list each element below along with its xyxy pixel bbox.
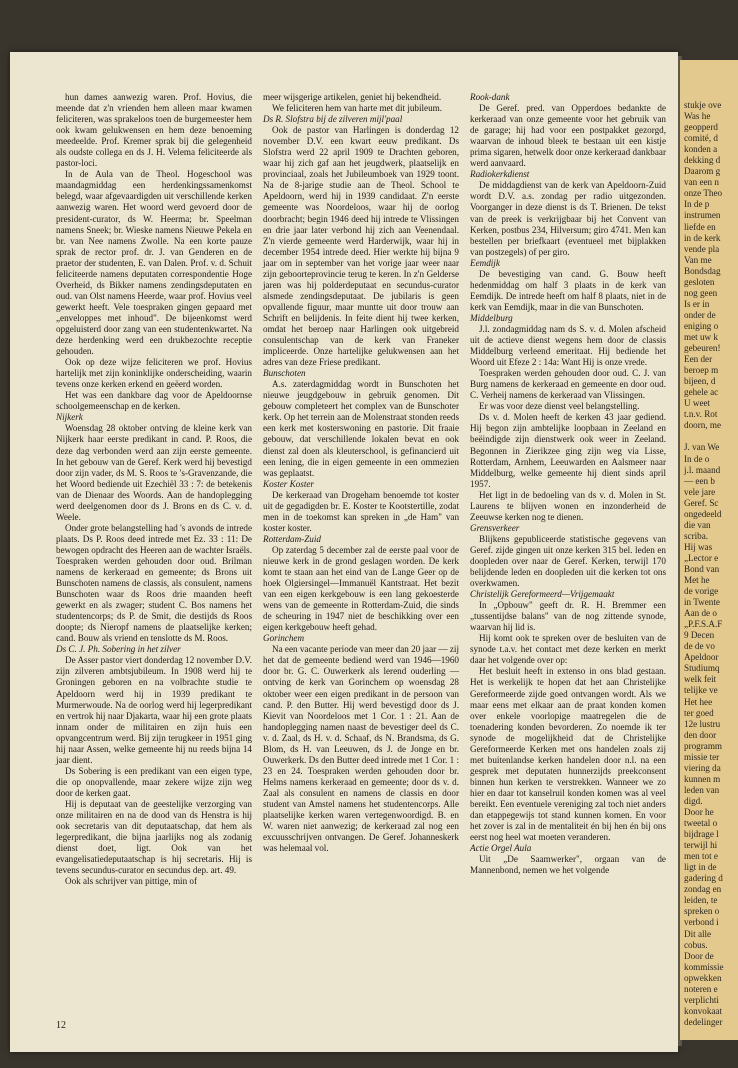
text-fragment: gadering d (684, 873, 723, 884)
paragraph: In „Opbouw" geeft dr. R. H. Bremmer een „tussentijdse balans" van de nog zittende synode, waarvan hij lid is. (470, 600, 666, 633)
text-fragment: Door he (684, 807, 714, 817)
text-fragment: comité, d (684, 133, 718, 144)
paragraph: hun dames aanwezig waren. Prof. Hovius, die meende dat z'n vrienden hem alleen maar kwamen feliciteren, was sprakeloos toen de burgemeester hem ook kwam gelukwensen en hem deze benoeming meedeelde. Prof. Kremer sprak bij die gelegenheid als oudste collega en ds J. H. Velema feliciteerde als pastor-loci. (56, 92, 252, 169)
text-fragment: leden van (684, 784, 720, 795)
text-fragment: ter goed (684, 707, 714, 718)
section-heading: Bunschoten (263, 368, 306, 379)
text-fragment: noteren e (684, 983, 718, 994)
text-fragment: Apeldoor (684, 652, 719, 663)
section-heading: Nijkerk (56, 412, 83, 423)
section-heading: Radiokerkdienst (470, 169, 530, 180)
text-fragment: spreken o (684, 906, 720, 917)
paragraph: Ds Sobering is een predikant van een eigen type, die op onopvallende, maar zekere wijze zijn weg door de kerken gaat. (56, 765, 252, 798)
text-fragment: Dit alle (684, 928, 712, 939)
text-fragment: de de vo (684, 641, 715, 652)
section-heading: Rook-dank (470, 92, 510, 102)
text-fragment: Een der (684, 354, 713, 365)
paragraph: A.s. zaterdagmiddag wordt in Bunschoten het nieuwe jeugdgebouw in gebruik genomen. Dit gebouw completeert het complex van de Bunschoter kerk. Op het terrein aan de Molenstraat stonden reeds een kerk met kosterswoning en pastorie. Dit fraaie gebouw, dat verschillende lokalen bevat en ook dienst zal doen als kleuterschool, is gefinancierd uit een lening, die in eigen gemeente in een ommezien was geplaatst. (263, 379, 459, 478)
text-fragment: opwekken (684, 972, 722, 983)
column-1 (56, 92, 252, 887)
section-heading: Ds C. J. Ph. Sobering in het zilver (56, 644, 181, 655)
paragraph: Het ligt in de bedoeling van ds v. d. Molen in St. Laurens te blijven wonen en inzonderheid de Zeeuwse kerken nog te dienen. (470, 489, 666, 522)
text-fragment: J. van We (684, 442, 720, 453)
paragraph: meer wijsgerige artikelen, geniet hij bekendheid. (263, 92, 442, 102)
text-fragment: Aan de o (684, 608, 717, 619)
text-fragment: Bondsdag (684, 265, 721, 276)
paragraph: Op zaterdag 5 december zal de eerste paal voor de nieuwe kerk in de grond geslagen worden. De kerk komt te staan aan het eind van de Lange Geer op de hoek Olgiersingel—Immanuël Kantstraat. Het bezit van een eigen kerkgebouw is een lang gekoesterde wens van de gemeente in Rotterdam-Zuid, die sinds de scheuring in 1947 niet de beschikking over een eigen kerkgebouw heeft gehad. (263, 544, 459, 633)
text-fragment: „P.F.S.A.F (684, 619, 723, 630)
paragraph: Het was een dankbare dag voor de Apeldoornse schoolgemeenschap en de kerken. (56, 390, 252, 412)
text-fragment: In de p (684, 199, 710, 210)
text-fragment: die van (684, 519, 711, 530)
text-fragment: bijeen, d (684, 376, 716, 387)
text-fragment: digd. (684, 795, 703, 806)
text-fragment: vele jare (684, 486, 716, 497)
paragraph: Het besluit heeft in extenso in ons blad gestaan. Het is werkelijk te hopen dat het aan Christelijke Gereformeerde zijde goed ontvangen wordt. Als we maar eens met elkaar aan de praat konden komen over enkele voorlopige maatregelen die de toenadering konden bevorderen. Zo noemde ik ter synode de mogelijkheid dat de Christelijke Gereformeerde Kerken met ons handelen zoals zij met buitenlandse kerken handelen door n.l. na een gesprek met deputaten hunnerzijds preekconsent binnen hun kerken te verstrekken. Wanneer we zo hier en daar tot kanselruil konden komen was al veel bereikt. Een eventuele vereniging zal toch niet anders dan etappegewijs tot stand kunnen komen. En voor het zover is zal in de mentaliteit én bij hen én bij ons eerst nog heel wat moeten veranderen. (470, 666, 666, 843)
text-fragment: viering da (684, 762, 721, 773)
text-fragment (684, 431, 738, 442)
text-fragment: telijke ve (684, 685, 718, 696)
text-fragment: liefde en (684, 221, 716, 232)
text-fragment: U weet (684, 398, 711, 409)
left-page (10, 52, 678, 1052)
text-fragment: onze Theo (684, 188, 723, 199)
paragraph: De bevestiging van cand. G. Bouw heeft hedenmiddag om half 3 plaats in de kerk van Eemdijk. De intrede heeft om half 8 plaats, niet in de kerk van Eemdijk, maar in die van Bunschoten. (470, 268, 666, 312)
text-fragment: kunnen m (684, 773, 721, 784)
text-fragment: leiden, te (684, 895, 718, 906)
paragraph: Ook op deze wijze feliciteren we prof. Hovius hartelijk met zijn koninklijke onderscheiding, waarin tevens onze kerken erkend en geëerd worden. (56, 357, 252, 390)
paragraph: Blijkens gepubliceerde statistische gegevens van Geref. zijde gingen uit onze kerken 315 bel. leden en doopleden over naar de Geref. Kerken, terwijl 170 belijdende leden en doopleden uit die kerken tot ons overkwamen. (470, 533, 666, 589)
text-fragment: geopperd (684, 122, 718, 133)
paragraph: Uit „De Saamwerker", orgaan van de Mannenbond, nemen we het volgende (470, 854, 666, 876)
text-fragment: ligt in de (684, 862, 717, 873)
text-fragment: tweetal o (684, 818, 718, 829)
text-fragment: scriba. (684, 530, 709, 541)
text-fragment: Met he (684, 575, 710, 586)
text-fragment: kommissie (684, 961, 724, 972)
right-page-column (684, 100, 738, 1028)
text-fragment: in de kerk (684, 232, 721, 243)
text-fragment: in Twente (684, 597, 720, 608)
paragraph: De kerkeraad van Drogeham benoemde tot koster uit de gegadigden br. E. Koster te Kootstertille, zodat men in de toekomst kan spreken in „de Ham" van koster koster. (263, 489, 459, 533)
text-fragment: Bond van (684, 563, 720, 574)
text-fragment: bijdrage l (684, 829, 719, 840)
paragraph: In de Aula van de Theol. Hogeschool was maandagmiddag een herdenkingssamenkomst belegd, waar afgevaardigden uit verschillende kerken aanwezig waren. Het woord werd gevoerd door de president-curator, ds W. Heerma; br. Speelman namens Sneek; br. Wieske namens Nieuwe Pekela en br. van Nee namens Zwolle. Na een korte pauze sprak de rector prof. dr. J. van Genderen en de praetor der studenten, E. van Dalen. Prof. v. d. Schuit feliciteerde namens deputaten correspondentie Hoge Overheid, ds Bikker namens zendingsdeputaten en oud. van Olst namens Heerde, waar prof. Hovius veel gewerkt heeft. Vele toespraken gingen gepaard met „enveloppes met inhoud". De bijeenkomst werd opgeluisterd door zang van een studentenkwartet. Na deze herdenking werd een drukbezochte receptie gehouden. (56, 169, 252, 357)
text-fragment: j.l. maand (684, 464, 721, 475)
text-fragment: Hij was (684, 541, 713, 552)
page-number: 12 (56, 1020, 66, 1031)
text-fragment: „Lector e (684, 552, 719, 563)
text-fragment: programm (684, 740, 723, 751)
text-fragment: Van me (684, 254, 712, 265)
section-heading: Eemdijk (470, 257, 500, 268)
paragraph: We feliciteren hem van harte met dit jubileum. (272, 103, 443, 114)
text-fragment: instrumen (684, 210, 721, 221)
text-fragment: nog geen (684, 287, 718, 298)
text-fragment: ongedeeld (684, 508, 722, 519)
text-fragment: verbond i (684, 917, 719, 928)
text-fragment: cobus. (684, 939, 708, 950)
paragraph: Hij is deputaat van de geestelijke verzorging van onze militairen en na de dood van ds Henstra is hij ook secretaris van dit deputaatschap, dat hem als legerpredikant, die bijna jaarlijks nog als zodanig dienst doet, ligt. Ook van het evangelisatiedeputaatschap is hij secretaris. Hij is tevens secundus-curator en secundus dep. art. 49. (56, 799, 252, 876)
text-fragment: 12e lustru (684, 718, 721, 729)
text-fragment: konden a (684, 144, 718, 155)
text-fragment: terwijl hi (684, 840, 718, 851)
text-fragment: zondag en (684, 884, 722, 895)
text-fragment: — een b (684, 475, 715, 486)
section-heading: Actie Orgel Aula (470, 843, 532, 854)
text-fragment: Geref. Sc (684, 497, 719, 508)
text-fragment: eniging o (684, 320, 719, 331)
text-fragment: verplichti (684, 994, 719, 1005)
paragraph: J.l. zondagmiddag nam ds S. v. d. Molen afscheid uit de actieve dienst wegens hem door de classis Middelburg verleend emeritaat. Hij bediende het Woord uit Efeze 2 : 14a: Want Hij is onze vrede. (470, 323, 666, 368)
text-fragment: beroep m (684, 365, 719, 376)
text-fragment: de vorige (684, 586, 719, 597)
text-fragment: onder de (684, 309, 716, 320)
text-fragment: In de o (684, 453, 710, 464)
paragraph: De Geref. pred. van Opperdoes bedankte de kerkeraad van onze gemeente voor het gebruik van de garage; hij had voor een postpakket gezorgd, waarvan de inhoud bleek te bestaan uit een kistje prima sigaren, hetwelk door onze kerkeraad dankbaar werd aanvaard. (470, 103, 666, 169)
paragraph: De Asser pastor viert donderdag 12 november D.V. zijn zilveren ambtsjubileum. In 1908 werd hij te Groningen geboren en na volbrachte studie te Apeldoorn werd hij in 1939 predikant te Murmerwoude. Na de oorlog werd hij legerpredikant en vertrok hij naar Djakarta, waar hij een grote plaats innam onder de militairen en zijn huis een opvangcentrum werd. Bij zijn terugkeer in 1951 ging hij naar Assen, welke gemeente hij nu reeds bijna 14 jaar dient. (56, 655, 252, 765)
paragraph: Ds v. d. Molen heeft de kerken 43 jaar gediend. Hij begon zijn ambtelijke loopbaan in Zeeland en beëindigde zijn dienstwerk ook weer in Zeeland. Begonnen in Zierikzee ging zijn weg via Lisse, Rotterdam, Arnhem, Leeuwarden en Aalsmeer naar Middelburg, welke gemeente hij dient sinds april 1957. (470, 412, 666, 489)
section-heading: Ds R. Slofstra bij de zilveren mijl'paal (263, 114, 403, 125)
column-2 (263, 92, 459, 854)
column-3 (470, 92, 666, 876)
section-heading: Middelburg (470, 312, 513, 323)
text-fragment: konvokaat (684, 1005, 723, 1016)
text-fragment: gebeuren! (684, 343, 721, 354)
section-heading: Koster Koster (263, 478, 314, 489)
text-fragment: vende pla (684, 243, 720, 254)
text-fragment: Studiumq (684, 663, 720, 674)
paragraph: Er was voor deze dienst veel belangstelling. (479, 401, 640, 412)
text-fragment: Daarom g (684, 166, 721, 177)
section-heading: Rotterdam-Zuid (263, 533, 321, 544)
section-heading: Christelijk Gereformeerd—Vrijgemaakt (470, 589, 615, 600)
right-page (680, 60, 738, 1040)
paragraph: Ook de pastor van Harlingen is donderdag 12 november D.V. een kwart eeuw predikant. Ds Slofstra werd 22 april 1909 te Drachten geboren, waar hij zich gaf aan het jeugdwerk, plaatselijk en provinciaal, zoals het Jubileumboek van 1929 toont. Na de 8-jarige studie aan de Theol. School te Apeldoorn, werd hij in 1939 candidaat. Z'n eerste gemeente was Noordeloos, waar hij de oorlog doorbracht; begin 1946 deed hij intrede te Vlissingen en drie jaar later verbond hij zich aan Veenendaal. Z'n vierde gemeente werd Harderwijk, waar hij in december 1954 intrede deed. Hier werkte hij bijna 9 jaar om in september van het vorige jaar weer naar zijn geboorteprovincie terug te keren. In z'n Gelderse jaren was hij polderdeputaat en secundus-curator alsmede zendingsdeputaat. De jubilaris is geen opvallende figuur, maar muntte uit door trouw aan Schrift en belijdenis. In feite dient hij twee kerken, omdat het beroep naar Harlingen ook uitgebreid consulentschap van de kerk van Franeker impliceerde. Onze hartelijke gelukwensen aan het adres van deze Friese predikant. (263, 125, 459, 368)
text-fragment: 9 Decen (684, 630, 715, 641)
section-heading: Grensverkeer (470, 522, 520, 533)
paragraph: Woensdag 28 oktober ontving de kleine kerk van Nijkerk haar eerste predikant in cand. P. Roos, die deze dag verbonden werd aan zijn eerste gemeente. In het gebouw van de Geref. Kerk werd hij bevestigd door zijn vader, ds M. S. Roos te 's-Gravenzande, die het Woord bediende uit Ezechiël 33 : 7: de betekenis van de Dienaar des Woords. Aan de handoplegging werd deelgenomen door ds J. Brons en ds C. v. d. Weele. (56, 423, 252, 522)
paragraph: Hij komt ook te spreken over de besluiten van de synode t.a.v. het contact met deze kerken en merkt daar het volgende over op: (470, 633, 666, 666)
text-fragment: met uw k (684, 331, 718, 342)
text-fragment: men tot e (684, 851, 718, 862)
paragraph: Onder grote belangstelling had 's avonds de intrede plaats. Ds P. Roos deed intrede met Ez. 33 : 11: De bewogen opdracht des Heeren aan de wachter Israëls. Toespraken werden gehouden door oud. Brilman namens de kerkeraad en gemeente; ds Brons uit Bunschoten namens de classis, als consulent, namens Bunschoten waar ds Roos drie maanden heeft gewerkt en als zwager; student C. Bos namens het studentencorps; ds P. de Smit, die destijds ds Roos doopte; ds Nieropf namens de plaatselijke kerken; cand. Bouw als vriend en tenslotte ds M. Roos. (56, 522, 252, 644)
text-fragment: Was he (684, 111, 711, 122)
text-fragment: Het hee (684, 696, 713, 707)
text-fragment: den door (684, 729, 717, 740)
text-fragment: gehele ac (684, 387, 719, 398)
text-fragment: doorn, me (684, 420, 721, 431)
paragraph: Ook als schrijver van pittige, min of (65, 876, 198, 887)
text-fragment: t.n.v. Rot (684, 409, 718, 420)
text-fragment: Door de (684, 950, 714, 961)
text-fragment: dedelinger (684, 1016, 723, 1027)
text-fragment: welk feit (684, 674, 717, 685)
section-heading: Gorinchem (263, 633, 305, 644)
paragraph: Toespraken werden gehouden door oud. C. J. van Burg namens de kerkeraad en gemeente en door oud. C. Verheij namens de kerkeraad van Vlissingen. (470, 368, 666, 401)
text-fragment: gesloten (684, 276, 715, 287)
paragraph: Na een vacante periode van meer dan 20 jaar — zij het dat de gemeente bediend werd van 1946—1960 door br. G. C. Ouwerkerk als lerend ouderling — ontving de kerk van Gorinchem op woensdag 28 oktober weer een eigen predikant in de persoon van cand. P. den Butter. Hij werd bevestigd door ds J. Kievit van Noordeloos met 1 Cor. 1 : 21. Aan de handoplegging namen naast de bevestiger deel ds C. v. d. Zaal, ds H. v. d. Schaaf, ds N. Brandsma, ds G. Blom, ds H. van Leeuwen, ds J. de Jonge en br. Ouwerkerk. Ds den Butter deed intrede met 1 Cor. 1 : 23 en 24. Toespraken werden gehouden door br. Helms namens kerkeraad en gemeente; door ds v. d. Zaal als consulent en namens de classis en door student van Amstel namens het studentencorps. Alle plaatselijke kerken waren vertegenwoordigd. B. en W. waren niet aanwezig; de kerkeraad zal nog een excuusschrijven ontvangen. De Geref. Johanneskerk was helemaal vol. (263, 644, 459, 854)
text-fragment: Is er in (684, 298, 710, 309)
text-fragment: stukje ove (684, 100, 722, 110)
text-fragment: missie ter (684, 751, 720, 762)
text-fragment: dekking d (684, 155, 721, 166)
paragraph: De middagdienst van de kerk van Apeldoorn-Zuid wordt D.V. a.s. zondag per radio uitgezonden. Voorganger in deze dienst is ds T. Brienen. De tekst van de preek is verkrijgbaar bij het Convent van Kerken, postbus 234, Hilversum; giro 4741. Men kan bestellen per briefkaart (eventueel met bijplakken van postzegels) of per giro. (470, 180, 666, 257)
text-fragment: van een n (684, 177, 719, 188)
